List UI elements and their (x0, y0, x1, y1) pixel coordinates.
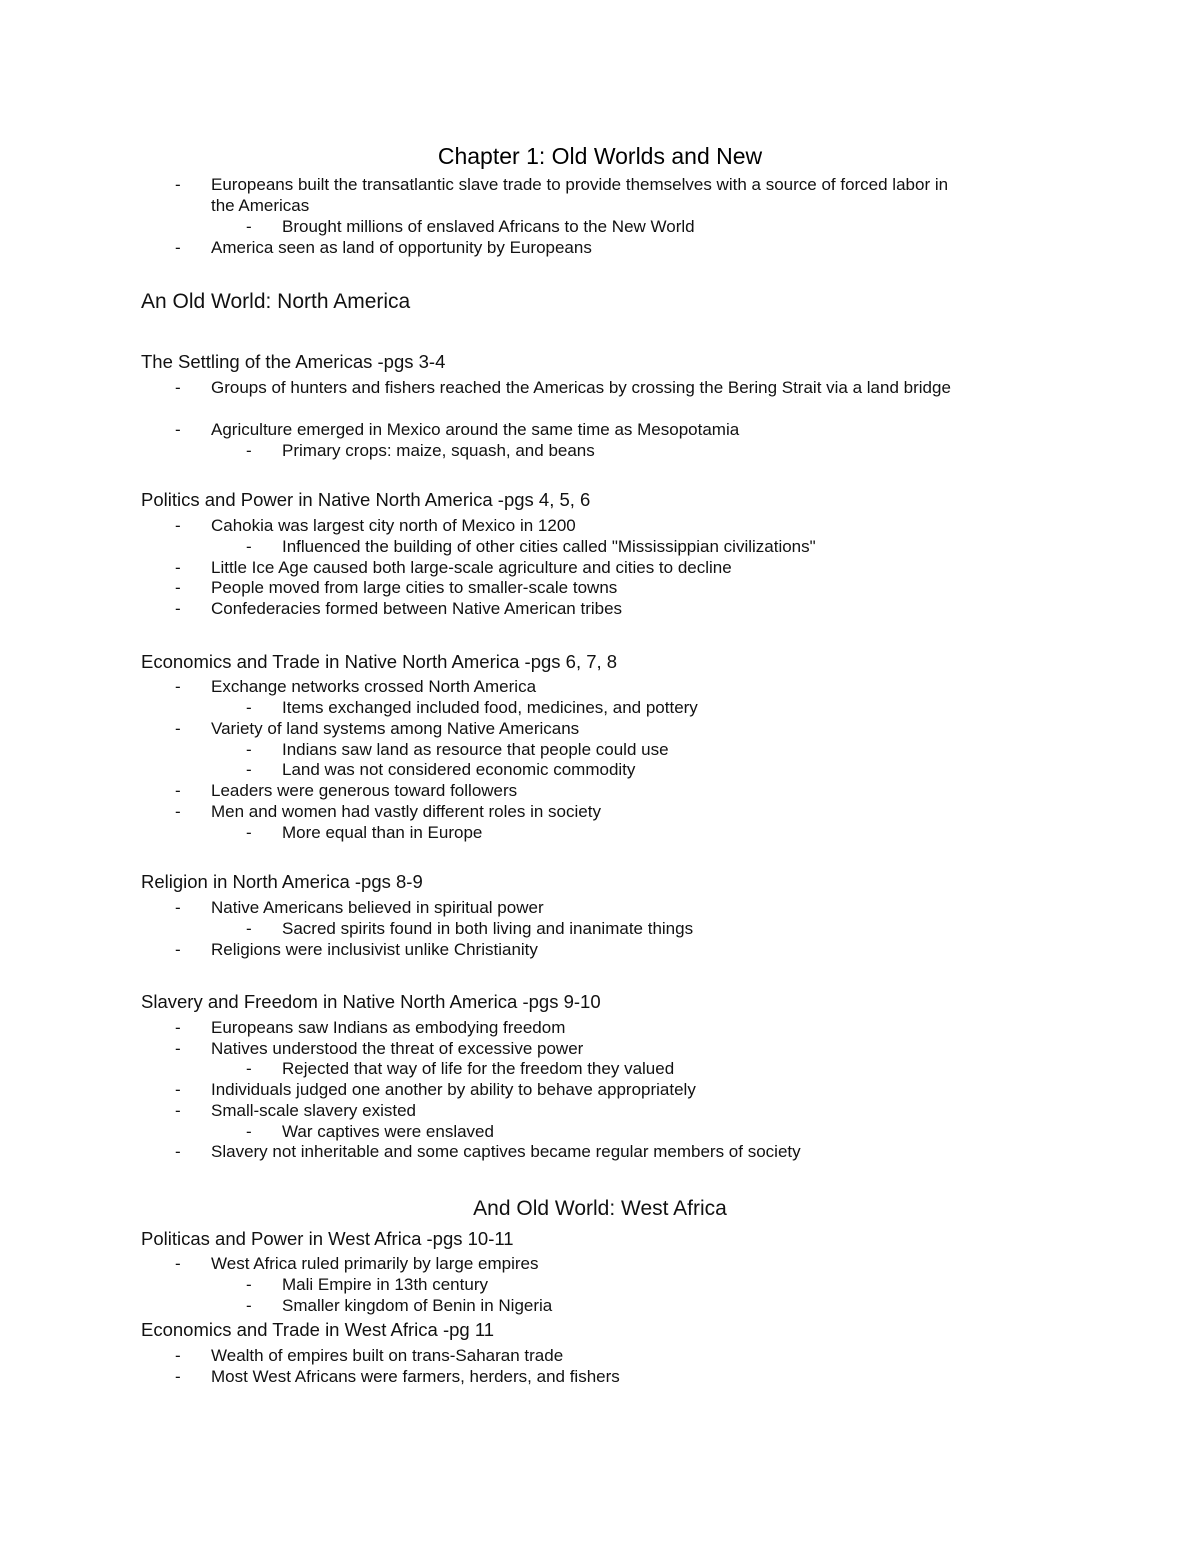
bullet-dash: - (175, 558, 181, 577)
bullet-dash: - (175, 1080, 181, 1099)
subsection-heading: Slavery and Freedom in Native North America -pgs 9-10 (141, 991, 601, 1012)
bullet-dash: - (246, 441, 252, 460)
section-heading: An Old World: North America (141, 290, 411, 313)
bullet-dash: - (246, 919, 252, 938)
bullet-dash: - (175, 578, 181, 597)
subsection-heading: The Settling of the Americas -pgs 3-4 (141, 351, 446, 372)
subsection-heading: Politics and Power in Native North America -pgs 4, 5, 6 (141, 489, 591, 510)
bullet-dash: - (175, 802, 181, 821)
subsection-heading: Economics and Trade in Native North America -pgs 6, 7, 8 (141, 651, 618, 672)
bullet-dash: - (175, 516, 181, 535)
bullet-dash: - (175, 378, 181, 397)
bullet-dash: - (246, 1059, 252, 1078)
bullet-dash: - (175, 677, 181, 696)
bullet-dash: - (175, 1039, 181, 1058)
bullet-dash: - (246, 823, 252, 842)
page-title: Chapter 1: Old Worlds and New (437, 143, 763, 169)
subsection-heading: Religion in North America -pgs 8-9 (141, 871, 423, 892)
bullet-dash: - (246, 1296, 252, 1315)
bullet-dash: - (175, 1142, 181, 1161)
bullet-dash: - (175, 781, 181, 800)
bullet-dash: - (175, 1346, 181, 1365)
bullet-dash: - (175, 175, 181, 194)
bullet-dash: - (175, 719, 181, 738)
bullet-dash: - (175, 238, 181, 257)
bullet-dash: - (246, 1122, 252, 1141)
subsection-heading: Politicas and Power in West Africa -pgs 10-11 (141, 1228, 514, 1249)
bullet-dash: - (246, 740, 252, 759)
bullet-dash: - (175, 940, 181, 959)
bullet-dash: - (246, 1275, 252, 1294)
bullet-dash: - (175, 1018, 181, 1037)
bullet-dash: - (175, 1254, 181, 1273)
bullet-dash: - (175, 420, 181, 439)
bullet-dash: - (175, 599, 181, 618)
bullet-dash: - (175, 898, 181, 917)
bullet-dash: - (175, 1101, 181, 1120)
subsection-heading: Economics and Trade in West Africa -pg 11 (141, 1319, 495, 1340)
section-heading: And Old World: West Africa (473, 1197, 727, 1220)
document-page: Chapter 1: Old Worlds and New - Europeans built the transatlantic slave trade to provide themselves with a source of forced labor in the Americas - Brought millions of enslaved Africans to the New World - America seen as land of opportunity by Europeans An Old World: North America The Settling of the Americas -pgs 3-4 - Groups of hunters and fishers reached the Americas by crossing the Bering Strait via a land bridge - Agriculture emerged in Mexico around the same time as Mesopotamia - Primary crops: maize, squash, and beans Politics and Power in Native North America -pgs 4, 5, 6 - Cahokia was largest city north of Mexico in 1200 - Influenced the building of other cities called "Mississippian civilizations" - Little Ice Age caused both large-scale agriculture and cities to decline - People moved from large cities to smaller-scale towns - Confederacies formed between Native American tribes Economics and Trade in Native North America -pgs 6, 7, 8 - Exchange networks crossed North America - Items exchanged included food, medicines, and pottery - Variety of land systems among Native Americans - Indians saw land as resource that people could use - Land was not considered economic commodity - Leaders were generous toward followers - Men and women had vastly different roles in society - More equal than in Europe Religion in North America -pgs 8-9 - Native Americans believed in spiritual power - Sacred spirits found in both living and inanimate things - Religions were inclusivist unlike Christianity Slavery and Freedom in Native North America -pgs 9-10 - Europeans saw Indians as embodying freedom - Natives understood the threat of excessive power - Rejected that way of life for the freedom they valued - Individuals judged one another by ability to behave appropriately - Small-scale slavery existed - War captives were enslaved - Slavery not inheritable and some captives became regular members of society And Old World: West Africa Politicas and Power in West Africa -pgs 10-11 - West Africa ruled primarily by large empires - Mali Empire in 13th century - Smaller kingdom of Benin in Nigeria Economics and Trade in West Africa -pg 11 - Wealth of empires built on trans-Saharan trade - Most West Africans were farmers, herders, and fishers (0, 0, 1200, 1553)
bullet-dash: - (246, 217, 252, 236)
bullet-dash: - (175, 1367, 181, 1386)
bullet-dash: - (246, 537, 252, 556)
bullet-dash: - (246, 760, 252, 779)
bullet-dash: - (246, 698, 252, 717)
